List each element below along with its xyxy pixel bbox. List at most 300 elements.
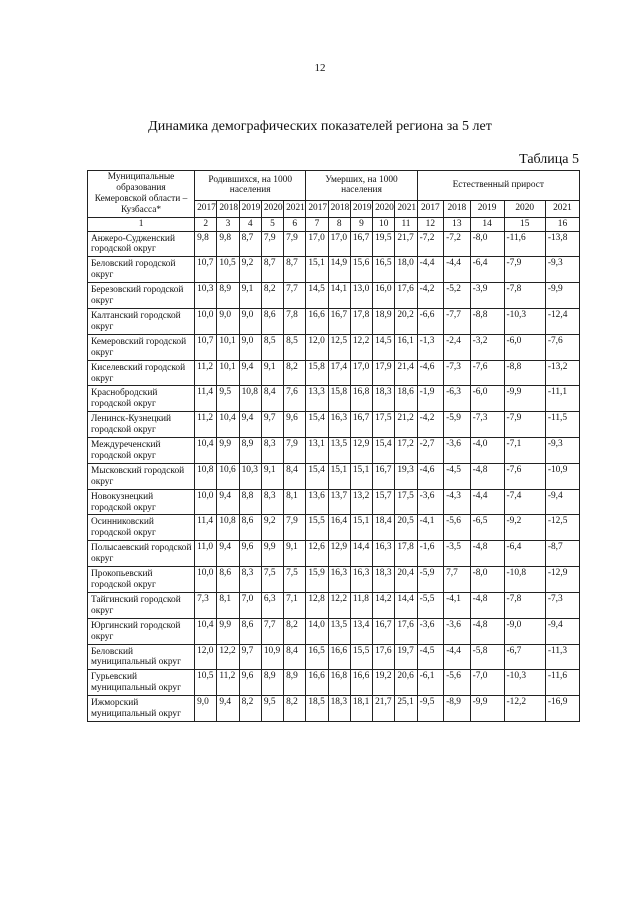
municipality-name: Тайгинский городской округ [88, 592, 195, 618]
value-cell: 18,1 [350, 696, 372, 722]
value-cell: 14,9 [328, 257, 350, 283]
year-header: 2018 [444, 200, 471, 217]
value-cell: 17,5 [395, 489, 417, 515]
value-cell: 8,2 [284, 618, 306, 644]
value-cell: 13,4 [350, 618, 372, 644]
value-cell: 9,6 [284, 412, 306, 438]
value-cell: 12,9 [350, 438, 372, 464]
value-cell: 9,0 [239, 334, 261, 360]
value-cell: 8,7 [284, 257, 306, 283]
value-cell: -7,9 [504, 257, 545, 283]
value-cell: 15,5 [350, 644, 372, 670]
value-cell: 18,6 [395, 386, 417, 412]
value-cell: -6,4 [504, 541, 545, 567]
value-cell: -10,9 [545, 463, 579, 489]
value-cell: -4,5 [417, 644, 444, 670]
municipality-name: Ижморский муниципальный округ [88, 696, 195, 722]
column-index-cell: 2 [195, 217, 217, 231]
municipality-name: Междуреченский городской округ [88, 438, 195, 464]
natural-growth-header: Естественный прирост [417, 171, 579, 201]
value-cell: -7,2 [444, 231, 471, 257]
value-cell: 16,7 [350, 231, 372, 257]
value-cell: -3,2 [470, 334, 504, 360]
value-cell: 15,7 [373, 489, 395, 515]
value-cell: 10,8 [195, 463, 217, 489]
value-cell: 13,5 [328, 618, 350, 644]
value-cell: 15,4 [373, 438, 395, 464]
table-row [88, 386, 580, 412]
value-cell: 10,3 [195, 283, 217, 309]
value-cell: -9,3 [545, 257, 579, 283]
value-cell: 17,5 [373, 412, 395, 438]
value-cell: -7,0 [470, 670, 504, 696]
value-cell: 9,0 [217, 308, 239, 334]
value-cell: -10,3 [504, 670, 545, 696]
value-cell: 13,2 [350, 489, 372, 515]
value-cell: 19,3 [395, 463, 417, 489]
value-cell: 10,4 [217, 412, 239, 438]
value-cell: -7,6 [504, 463, 545, 489]
value-cell: 16,7 [328, 308, 350, 334]
value-cell: 8,6 [261, 308, 283, 334]
value-cell: -6,1 [417, 670, 444, 696]
value-cell: 12,9 [328, 541, 350, 567]
table-group-header-row [88, 171, 580, 201]
value-cell: 20,2 [395, 308, 417, 334]
value-cell: 9,7 [261, 412, 283, 438]
value-cell: 8,9 [284, 670, 306, 696]
value-cell: 15,4 [306, 463, 328, 489]
value-cell: 10,7 [195, 334, 217, 360]
value-cell: 14,5 [306, 283, 328, 309]
column-index-cell: 7 [306, 217, 328, 231]
value-cell: 7,1 [284, 592, 306, 618]
value-cell: 9,6 [239, 670, 261, 696]
value-cell: -4,3 [444, 489, 471, 515]
year-header: 2019 [239, 200, 261, 217]
value-cell: 10,4 [195, 438, 217, 464]
value-cell: -9,2 [504, 515, 545, 541]
value-cell: 12,2 [217, 644, 239, 670]
value-cell: 13,6 [306, 489, 328, 515]
value-cell: -7,6 [545, 334, 579, 360]
value-cell: 13,0 [350, 283, 372, 309]
column-index-cell: 9 [350, 217, 372, 231]
value-cell: -5,8 [470, 644, 504, 670]
column-index-cell: 12 [417, 217, 444, 231]
value-cell: 11,8 [350, 592, 372, 618]
column-index-cell: 8 [328, 217, 350, 231]
value-cell: 17,6 [373, 644, 395, 670]
municipality-name: Анжеро-Судженский городской округ [88, 231, 195, 257]
value-cell: -1,3 [417, 334, 444, 360]
table-row [88, 618, 580, 644]
value-cell: 14,1 [328, 283, 350, 309]
value-cell: 8,7 [239, 231, 261, 257]
value-cell: 8,9 [261, 670, 283, 696]
column-index-cell: 10 [373, 217, 395, 231]
table-row [88, 515, 580, 541]
value-cell: -4,2 [417, 283, 444, 309]
value-cell: 9,8 [217, 231, 239, 257]
value-cell: 9,5 [261, 696, 283, 722]
value-cell: 15,9 [306, 567, 328, 593]
table-row [88, 592, 580, 618]
value-cell: 17,6 [395, 618, 417, 644]
value-cell: 9,1 [239, 283, 261, 309]
value-cell: 12,5 [328, 334, 350, 360]
municipality-name: Березовский городской округ [88, 283, 195, 309]
value-cell: 17,9 [373, 360, 395, 386]
value-cell: 9,2 [239, 257, 261, 283]
demographics-table [87, 170, 580, 722]
value-cell: 16,3 [328, 412, 350, 438]
year-header: 2021 [284, 200, 306, 217]
table-row [88, 438, 580, 464]
municipality-name: Кемеровский городской округ [88, 334, 195, 360]
value-cell: 9,1 [284, 541, 306, 567]
value-cell: -6,3 [444, 386, 471, 412]
municipality-name: Гурьевский муниципальный округ [88, 670, 195, 696]
value-cell: -4,4 [444, 644, 471, 670]
column-index-cell: 3 [217, 217, 239, 231]
table-row [88, 334, 580, 360]
value-cell: 18,3 [373, 386, 395, 412]
value-cell: 7,3 [195, 592, 217, 618]
value-cell: 9,0 [195, 696, 217, 722]
value-cell: -4,6 [417, 463, 444, 489]
value-cell: -7,1 [504, 438, 545, 464]
value-cell: -6,4 [470, 257, 504, 283]
value-cell: -4,8 [470, 463, 504, 489]
value-cell: 16,6 [306, 670, 328, 696]
value-cell: -13,8 [545, 231, 579, 257]
value-cell: 16,7 [350, 412, 372, 438]
value-cell: 8,5 [261, 334, 283, 360]
value-cell: -10,8 [504, 567, 545, 593]
value-cell: 17,0 [350, 360, 372, 386]
value-cell: -9,5 [417, 696, 444, 722]
table-row [88, 283, 580, 309]
value-cell: 16,8 [328, 670, 350, 696]
value-cell: -10,3 [504, 308, 545, 334]
column-index-cell: 6 [284, 217, 306, 231]
value-cell: 7,7 [284, 283, 306, 309]
value-cell: 16,5 [373, 257, 395, 283]
value-cell: -4,1 [417, 515, 444, 541]
value-cell: 18,9 [373, 308, 395, 334]
value-cell: 9,9 [217, 618, 239, 644]
year-header: 2020 [373, 200, 395, 217]
value-cell: -8,8 [470, 308, 504, 334]
value-cell: 10,3 [239, 463, 261, 489]
value-cell: 16,7 [373, 463, 395, 489]
value-cell: -8,7 [545, 541, 579, 567]
value-cell: -7,4 [504, 489, 545, 515]
value-cell: 16,6 [328, 644, 350, 670]
value-cell: -6,7 [504, 644, 545, 670]
value-cell: 16,6 [350, 670, 372, 696]
value-cell: 12,2 [328, 592, 350, 618]
value-cell: -4,4 [417, 257, 444, 283]
value-cell: -12,5 [545, 515, 579, 541]
value-cell: 21,7 [373, 696, 395, 722]
value-cell: 9,9 [261, 541, 283, 567]
value-cell: 14,0 [306, 618, 328, 644]
value-cell: 9,1 [261, 360, 283, 386]
value-cell: 9,5 [217, 386, 239, 412]
value-cell: 10,0 [195, 567, 217, 593]
year-header: 2018 [217, 200, 239, 217]
value-cell: 9,2 [261, 515, 283, 541]
value-cell: -12,4 [545, 308, 579, 334]
column-index-cell: 14 [470, 217, 504, 231]
value-cell: 21,7 [395, 231, 417, 257]
value-cell: 16,6 [306, 308, 328, 334]
column-index-cell: 5 [261, 217, 283, 231]
value-cell: -5,2 [444, 283, 471, 309]
table-row [88, 567, 580, 593]
value-cell: 14,4 [395, 592, 417, 618]
value-cell: 16,3 [328, 567, 350, 593]
value-cell: 11,2 [217, 670, 239, 696]
value-cell: 11,2 [195, 412, 217, 438]
value-cell: -4,8 [470, 592, 504, 618]
value-cell: -16,9 [545, 696, 579, 722]
value-cell: 8,2 [239, 696, 261, 722]
value-cell: 10,1 [217, 334, 239, 360]
value-cell: 7,5 [261, 567, 283, 593]
value-cell: 13,3 [306, 386, 328, 412]
value-cell: 16,3 [373, 541, 395, 567]
municipality-name: Беловский муниципальный округ [88, 644, 195, 670]
value-cell: 9,4 [217, 541, 239, 567]
value-cell: -4,0 [470, 438, 504, 464]
value-cell: 8,2 [284, 696, 306, 722]
year-header: 2017 [306, 200, 328, 217]
value-cell: 20,6 [395, 670, 417, 696]
value-cell: -4,8 [470, 541, 504, 567]
year-header: 2018 [328, 200, 350, 217]
municipality-name: Краснобродский городской округ [88, 386, 195, 412]
value-cell: 17,4 [328, 360, 350, 386]
value-cell: -3,6 [444, 438, 471, 464]
value-cell: -8,0 [470, 231, 504, 257]
value-cell: 7,9 [284, 438, 306, 464]
municipality-name: Прокопьевский городской округ [88, 567, 195, 593]
column-index-cell: 15 [504, 217, 545, 231]
value-cell: -4,4 [444, 257, 471, 283]
column-index-cell: 13 [444, 217, 471, 231]
value-cell: 16,1 [395, 334, 417, 360]
value-cell: 18,0 [395, 257, 417, 283]
value-cell: 13,1 [306, 438, 328, 464]
value-cell: -4,1 [444, 592, 471, 618]
value-cell: 8,6 [239, 618, 261, 644]
value-cell: 15,8 [306, 360, 328, 386]
value-cell: 9,9 [217, 438, 239, 464]
value-cell: 18,5 [306, 696, 328, 722]
value-cell: 8,1 [284, 489, 306, 515]
value-cell: -9,9 [545, 283, 579, 309]
value-cell: 8,3 [261, 438, 283, 464]
value-cell: 17,2 [395, 438, 417, 464]
value-cell: 7,5 [284, 567, 306, 593]
deaths-header: Умерших, на 1000 населения [306, 171, 417, 201]
value-cell: -7,8 [504, 592, 545, 618]
value-cell: 10,7 [195, 257, 217, 283]
value-cell: -7,8 [504, 283, 545, 309]
value-cell: -5,5 [417, 592, 444, 618]
value-cell: 7,7 [261, 618, 283, 644]
value-cell: -12,9 [545, 567, 579, 593]
value-cell: 19,7 [395, 644, 417, 670]
value-cell: 17,8 [395, 541, 417, 567]
table-row [88, 308, 580, 334]
value-cell: -2,7 [417, 438, 444, 464]
value-cell: -4,8 [470, 618, 504, 644]
column-index-cell: 1 [88, 217, 195, 231]
value-cell: -3,6 [444, 618, 471, 644]
table-row [88, 463, 580, 489]
value-cell: -4,2 [417, 412, 444, 438]
value-cell: -5,6 [444, 670, 471, 696]
value-cell: 20,4 [395, 567, 417, 593]
value-cell: -9,9 [470, 696, 504, 722]
value-cell: -12,2 [504, 696, 545, 722]
value-cell: 9,4 [239, 412, 261, 438]
value-cell: -9,0 [504, 618, 545, 644]
value-cell: -5,9 [417, 567, 444, 593]
value-cell: 15,6 [350, 257, 372, 283]
municipality-name: Новокузнецкий городской округ [88, 489, 195, 515]
value-cell: -4,4 [470, 489, 504, 515]
table-row [88, 231, 580, 257]
value-cell: -3,9 [470, 283, 504, 309]
value-cell: -6,0 [470, 386, 504, 412]
value-cell: 7,0 [239, 592, 261, 618]
value-cell: 15,4 [306, 412, 328, 438]
value-cell: 10,8 [217, 515, 239, 541]
value-cell: 10,9 [261, 644, 283, 670]
value-cell: -11,6 [504, 231, 545, 257]
value-cell: 10,5 [217, 257, 239, 283]
municipality-name: Ленинск-Кузнецкий городской округ [88, 412, 195, 438]
table-caption: Таблица 5 [519, 152, 579, 167]
value-cell: -1,9 [417, 386, 444, 412]
value-cell: 16,4 [328, 515, 350, 541]
value-cell: 15,8 [328, 386, 350, 412]
year-header: 2021 [395, 200, 417, 217]
value-cell: 8,3 [261, 489, 283, 515]
value-cell: -5,9 [444, 412, 471, 438]
value-cell: 10,6 [217, 463, 239, 489]
value-cell: 17,0 [328, 231, 350, 257]
value-cell: 16,0 [373, 283, 395, 309]
value-cell: 7,9 [284, 515, 306, 541]
table-row [88, 644, 580, 670]
municipality-header: Муниципальные образования Кемеровской области – Кузбасса* [88, 171, 195, 218]
municipality-name: Юргинский городской округ [88, 618, 195, 644]
table-row [88, 541, 580, 567]
value-cell: 15,1 [350, 515, 372, 541]
year-header: 2020 [261, 200, 283, 217]
column-index-cell: 16 [545, 217, 579, 231]
births-header: Родившихся, на 1000 населения [195, 171, 306, 201]
value-cell: 11,4 [195, 515, 217, 541]
value-cell: 7,7 [444, 567, 471, 593]
value-cell: -9,9 [504, 386, 545, 412]
value-cell: -11,6 [545, 670, 579, 696]
value-cell: 10,1 [217, 360, 239, 386]
value-cell: -8,8 [504, 360, 545, 386]
value-cell: 8,6 [217, 567, 239, 593]
year-header: 2019 [350, 200, 372, 217]
value-cell: -5,6 [444, 515, 471, 541]
value-cell: 10,0 [195, 489, 217, 515]
value-cell: 8,7 [261, 257, 283, 283]
table-row [88, 696, 580, 722]
value-cell: 12,8 [306, 592, 328, 618]
value-cell: -7,9 [504, 412, 545, 438]
value-cell: 9,7 [239, 644, 261, 670]
value-cell: 8,8 [239, 489, 261, 515]
value-cell: -6,0 [504, 334, 545, 360]
value-cell: -1,6 [417, 541, 444, 567]
municipality-name: Осинниковский городской округ [88, 515, 195, 541]
value-cell: 19,2 [373, 670, 395, 696]
value-cell: 9,6 [239, 541, 261, 567]
value-cell: 17,0 [306, 231, 328, 257]
value-cell: 18,3 [373, 567, 395, 593]
value-cell: -4,5 [444, 463, 471, 489]
value-cell: 16,8 [350, 386, 372, 412]
column-index-cell: 11 [395, 217, 417, 231]
column-index-cell: 4 [239, 217, 261, 231]
value-cell: -8,9 [444, 696, 471, 722]
year-header: 2020 [504, 200, 545, 217]
value-cell: 14,5 [373, 334, 395, 360]
value-cell: -3,5 [444, 541, 471, 567]
value-cell: -4,6 [417, 360, 444, 386]
value-cell: 13,5 [328, 438, 350, 464]
value-cell: -6,5 [470, 515, 504, 541]
value-cell: 16,7 [373, 618, 395, 644]
value-cell: 16,5 [306, 644, 328, 670]
table-row [88, 360, 580, 386]
value-cell: -7,3 [545, 592, 579, 618]
column-index-row [88, 217, 580, 231]
value-cell: -8,0 [470, 567, 504, 593]
value-cell: 8,6 [239, 515, 261, 541]
value-cell: 13,7 [328, 489, 350, 515]
value-cell: 17,8 [350, 308, 372, 334]
value-cell: 12,2 [350, 334, 372, 360]
value-cell: 14,4 [350, 541, 372, 567]
value-cell: -7,6 [470, 360, 504, 386]
value-cell: -7,7 [444, 308, 471, 334]
value-cell: 9,1 [261, 463, 283, 489]
value-cell: 16,3 [350, 567, 372, 593]
value-cell: 8,4 [284, 644, 306, 670]
value-cell: -11,1 [545, 386, 579, 412]
value-cell: -2,4 [444, 334, 471, 360]
value-cell: 21,2 [395, 412, 417, 438]
value-cell: 9,4 [239, 360, 261, 386]
value-cell: 10,4 [195, 618, 217, 644]
value-cell: 17,6 [395, 283, 417, 309]
municipality-name: Мысковский городской округ [88, 463, 195, 489]
